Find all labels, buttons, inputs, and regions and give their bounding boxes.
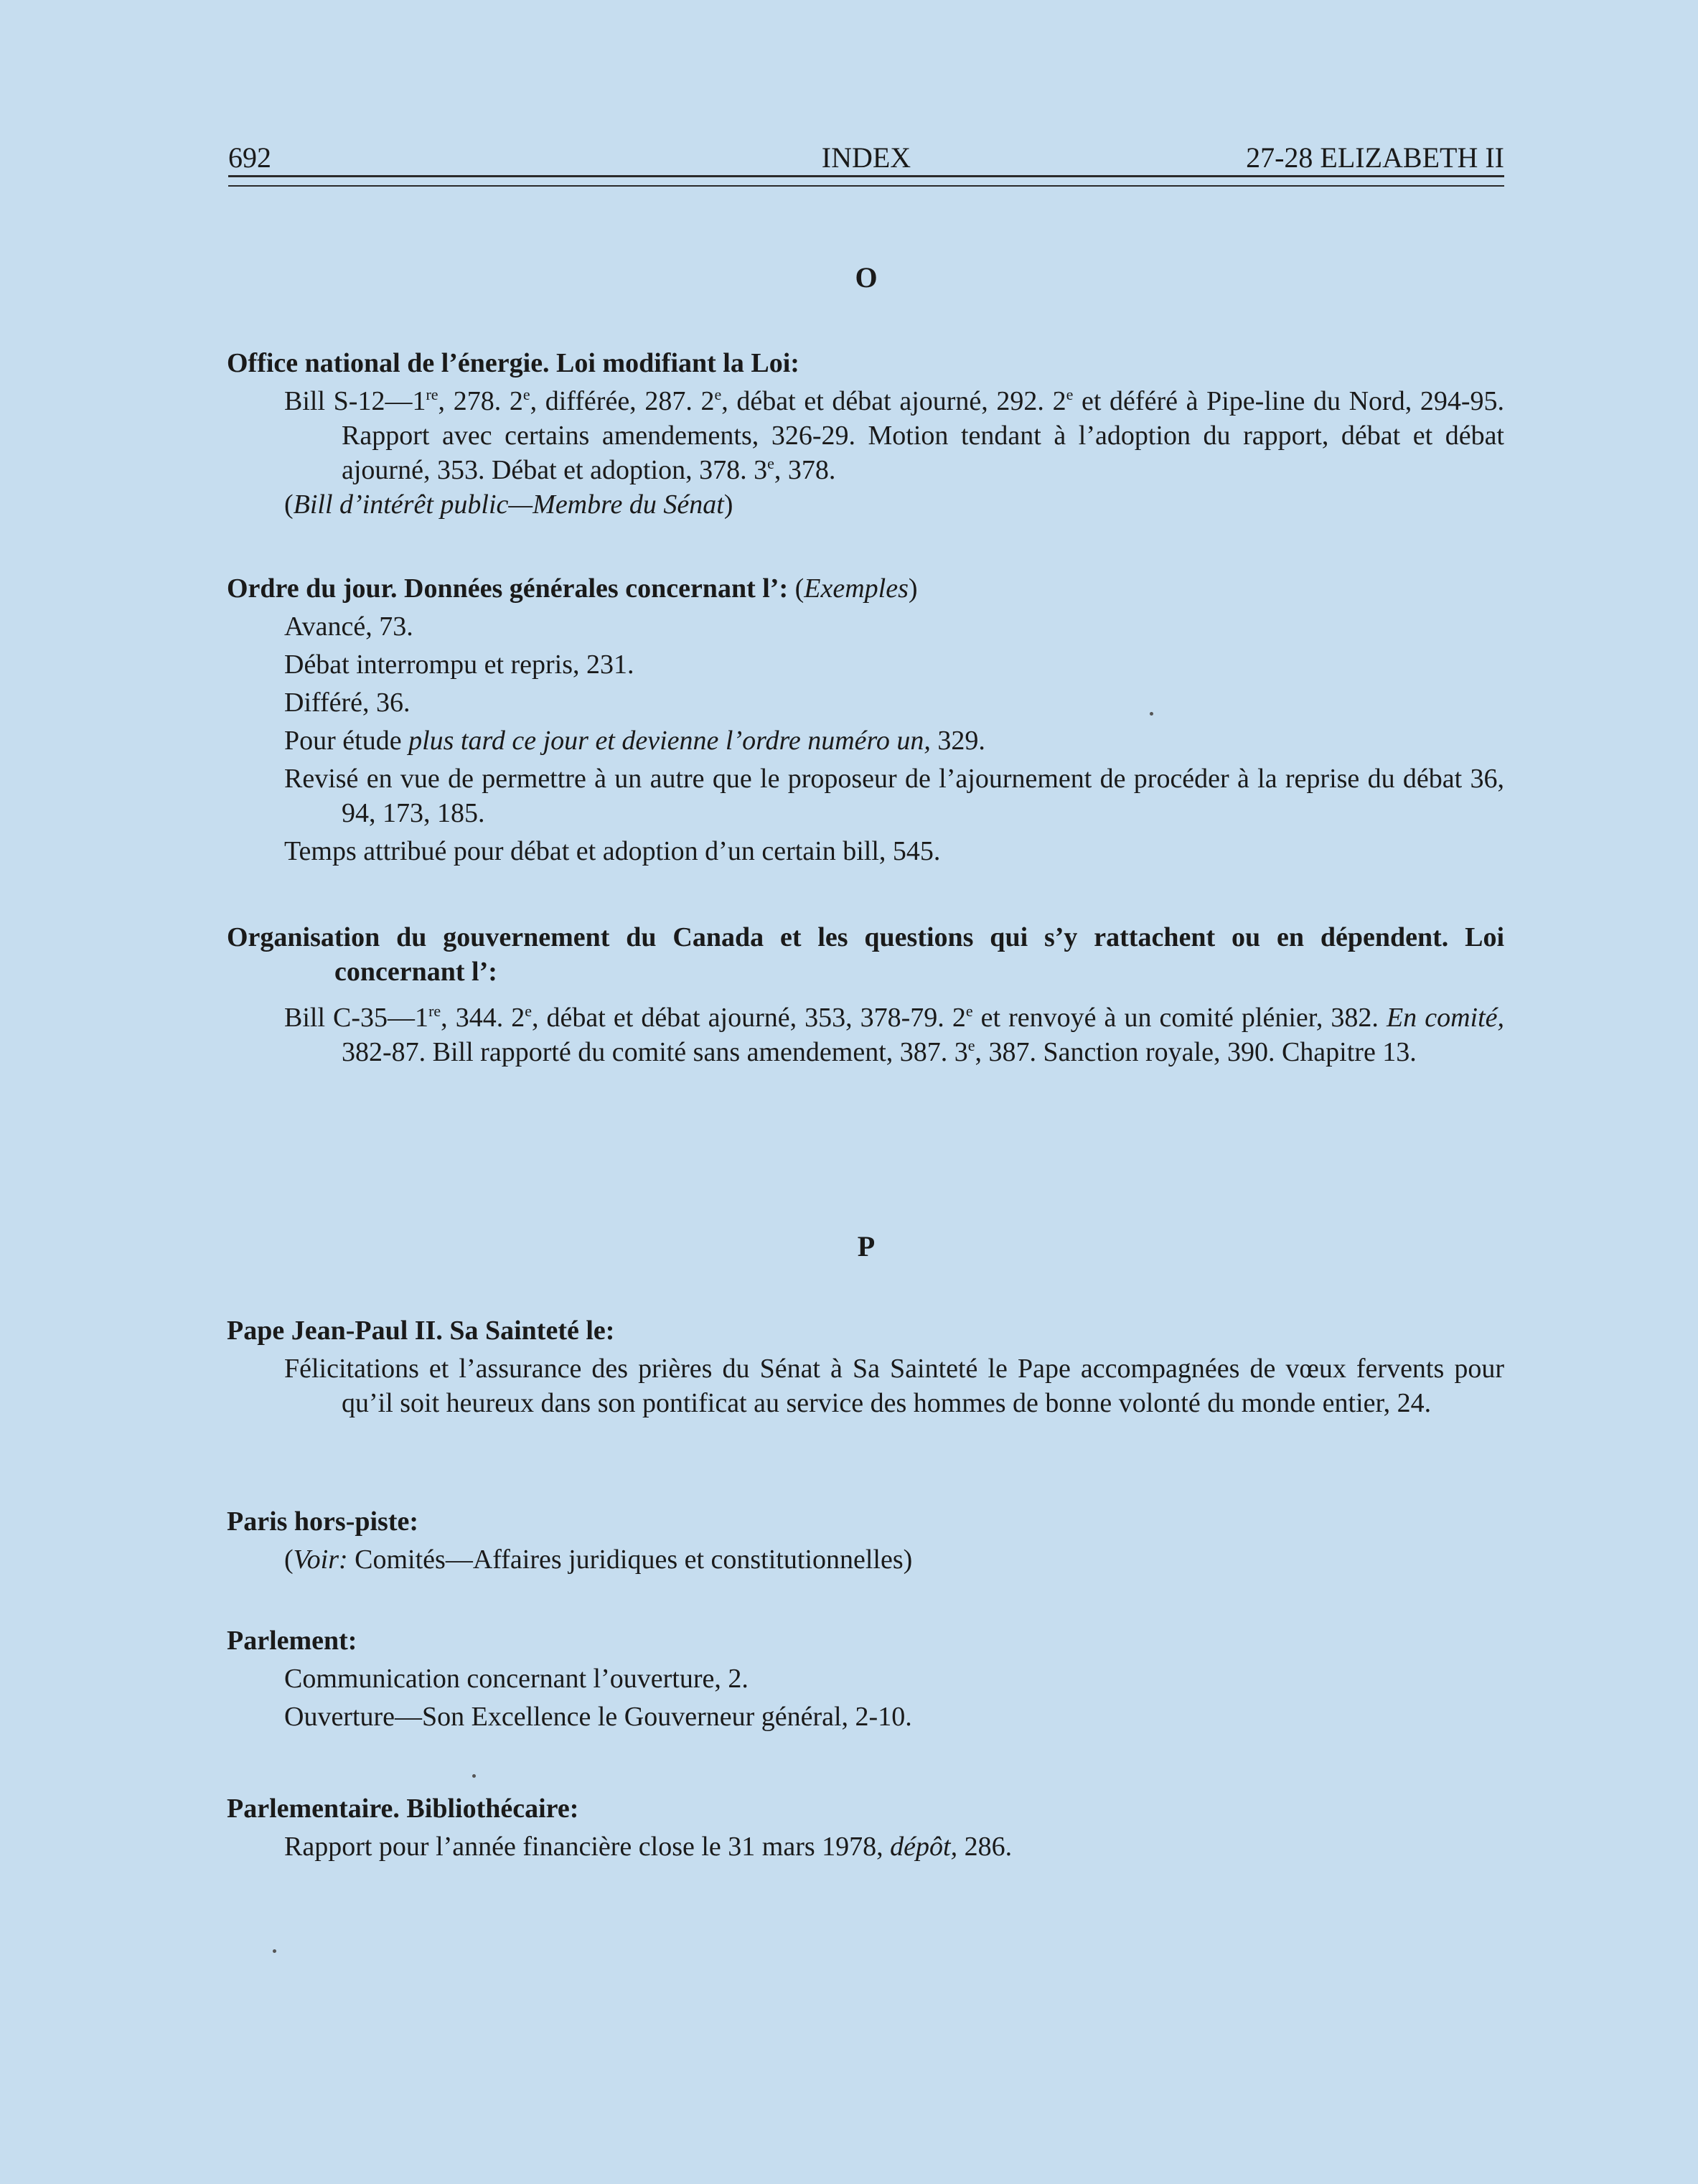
entry-subentry: Ouverture—Son Excellence le Gouverneur général, 2-10.: [284, 1702, 912, 1732]
header-rule-bottom: [228, 185, 1504, 187]
index-entry-ordre-du-jour: [227, 571, 1504, 868]
entry-note: (Bill d’intérêt public—Membre du Sénat): [284, 489, 733, 520]
page-number: 692: [228, 141, 271, 174]
header-rule-top: [228, 175, 1504, 177]
entry-subentry: Félicitations et l’assurance des prières du Sénat à Sa Sainteté le Pape accompagnées de vœux fervents pour qu’il soit heureux dans son pontificat au service des hommes de bonne volonté du monde entier, 24.: [284, 1354, 1504, 1418]
entry-subentry: Débat interrompu et repris, 231.: [284, 650, 634, 680]
entry-subentry: Temps attribué pour débat et adoption d’un certain bill, 545.: [284, 836, 941, 866]
entry-heading: Paris hors-piste:: [227, 1506, 419, 1537]
index-entry-paris-hors-piste: [227, 1504, 1504, 1577]
entry-heading: Office national de l’énergie. Loi modifiant la Loi:: [227, 348, 799, 378]
index-entry-parlement: [227, 1623, 1504, 1734]
running-head: [228, 138, 1504, 178]
volume-label: 27-28 ELIZABETH II: [1246, 141, 1504, 174]
entry-subentry: Bill S-12—1re, 278. 2e, différée, 287. 2e, débat et débat ajourné, 292. 2e et déféré à Pipe-line du Nord, 294-95. Rapport avec certains amendements, 326-29. Motion tendant à l’adoption du rapport, débat et débat ajourné, 353. Débat et adoption, 378. 3e, 378.: [284, 385, 1504, 485]
scan-speck: [1150, 712, 1153, 716]
entry-subentry: Différé, 36.: [284, 688, 411, 718]
entry-subentry: Pour étude plus tard ce jour et devienne l’ordre numéro un, 329.: [284, 726, 985, 756]
entry-heading: Parlement:: [227, 1626, 357, 1656]
entry-note: (Voir: Comités—Affaires juridiques et constitutionnelles): [284, 1545, 913, 1575]
section-letter-p: P: [857, 1230, 876, 1262]
entry-heading: Pape Jean-Paul II. Sa Sainteté le:: [227, 1316, 615, 1346]
running-title: INDEX: [821, 141, 911, 174]
scan-speck: [472, 1774, 476, 1778]
entry-heading: Parlementaire. Bibliothécaire:: [227, 1794, 579, 1824]
index-entry-organisation: [227, 920, 1504, 1069]
entry-subentry: Avancé, 73.: [284, 611, 413, 642]
entry-subentry: Bill C-35—1re, 344. 2e, débat et débat ajourné, 353, 378-79. 2e et renvoyé à un comité plénier, 382. En comité, 382-87. Bill rapporté du comité sans amendement, 387. 3e, 387. Sanction royale, 390. Chapitre 13.: [284, 1002, 1505, 1067]
index-entry-office-national: [227, 346, 1504, 522]
entry-heading: Organisation du gouvernement du Canada et les questions qui s’y rattachent ou en dépendent. Loi concernant l’:: [227, 922, 1504, 987]
entry-subentry: Communication concernant l’ouverture, 2.: [284, 1664, 749, 1694]
entry-subentry: Revisé en vue de permettre à un autre que le proposeur de l’ajournement de procéder à la reprise du débat 36, 94, 173, 185.: [284, 764, 1504, 828]
scan-speck: [273, 1949, 276, 1953]
entry-subentry: Rapport pour l’année financière close le 31 mars 1978, dépôt, 286.: [284, 1832, 1013, 1862]
entry-heading: Ordre du jour. Données générales concernant l’: (Exemples): [227, 573, 918, 604]
index-entry-pape: [227, 1313, 1504, 1420]
index-entry-parlementaire: [227, 1791, 1504, 1864]
section-letter-o: O: [855, 261, 878, 294]
